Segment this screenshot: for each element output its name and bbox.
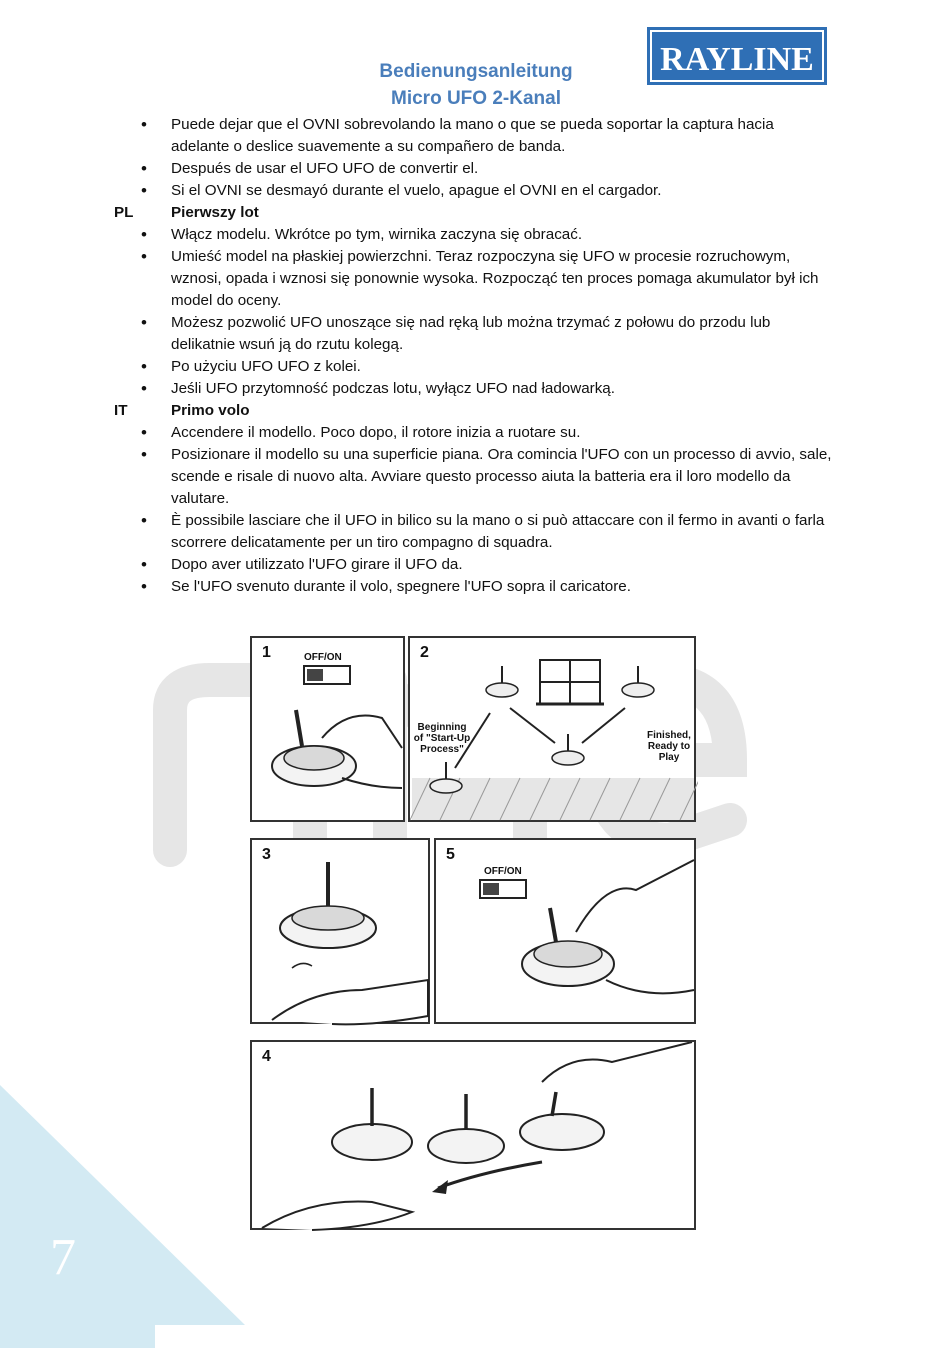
list-item: • Włącz modelu. Wkrótce po tym, wirnika zaczyna się obracać.: [114, 224, 834, 246]
panel-number: 3: [262, 846, 271, 863]
illustration-panel-4: [250, 1040, 696, 1230]
page-number: 7: [50, 1229, 76, 1286]
language-code: PL: [114, 204, 134, 221]
language-code: IT: [114, 402, 128, 419]
section-title: Primo volo: [171, 402, 250, 419]
document-title: [300, 58, 652, 112]
list-item: • Po użyciu UFO UFO z kolei.: [114, 356, 834, 378]
list-item: • Posizionare il modello su una superficie piana. Ora comincia l'UFO con un processo di avvio, sale, scende e risale di nuovo alta. Avviare questo processo aiuta la batteria era il loro modello da valutare.: [114, 444, 834, 510]
list-item: • Możesz pozwolić UFO unoszące się nad ręką lub można trzymać z połowu do przodu lub delikatnie wsuń ją do rzutu kolegą.: [114, 312, 834, 356]
list-item: • Accendere il modello. Poco dopo, il rotore inizia a ruotare su.: [114, 422, 834, 444]
list-item: • Umieść model na płaskiej powierzchni. Teraz rozpoczyna się UFO w procesie rozruchowym, wznosi, opada i wznosi się ponownie wysoka. Rozpocząć ten proces pomaga akumulator był ich model do oceny.: [114, 246, 834, 312]
section-heading-it: [114, 400, 834, 422]
ufo-pass-to-teammate-drawing: [252, 1042, 698, 1232]
section-heading-pl: [114, 202, 834, 224]
panel-number: 5: [446, 846, 455, 863]
list-item: • Después de usar el UFO UFO de convertir el.: [114, 158, 834, 180]
illustration-panel-3: [250, 838, 430, 1024]
section-title: Pierwszy lot: [171, 204, 259, 221]
title-line-2: Micro UFO 2-Kanal: [391, 88, 561, 109]
list-item: • Se l'UFO svenuto durante il volo, spegnere l'UFO sopra il caricatore.: [114, 576, 834, 598]
ufo-hover-over-hand-drawing: [252, 840, 432, 1026]
list-item: • Puede dejar que el OVNI sobrevolando la mano o que se pueda soportar la captura hacia adelante o deslice suavemente a su compañero de banda.: [114, 114, 834, 158]
list-item: • Si el OVNI se desmayó durante el vuelo, apague el OVNI en el cargador.: [114, 180, 834, 202]
list-item: • Jeśli UFO przytomność podczas lotu, wyłącz UFO nad ładowarką.: [114, 378, 834, 400]
switch-label: OFF/ON: [484, 866, 522, 877]
panel-number: 4: [262, 1048, 271, 1065]
logo-text: RAYLINE: [660, 41, 814, 78]
panel-number: 2: [420, 644, 429, 661]
startup-finished-label: Finished, Ready to Play: [647, 730, 691, 763]
instruction-illustration: [248, 634, 696, 1230]
instructions-content: [114, 114, 834, 598]
title-line-1: Bedienungsanleitung: [379, 61, 573, 82]
ufo-switch-on-drawing: [252, 638, 407, 824]
startup-begin-label: Beginning of "Start-Up Process": [413, 722, 471, 755]
illustration-panel-2: [408, 636, 696, 822]
rayline-logo: [646, 26, 828, 86]
illustration-panel-1: [250, 636, 405, 822]
illustration-panel-5: [434, 838, 696, 1024]
switch-label: OFF/ON: [304, 652, 342, 663]
ufo-switch-off-drawing: [436, 840, 698, 1026]
panel-number: 1: [262, 644, 271, 661]
list-item: • Dopo aver utilizzato l'UFO girare il UFO da.: [114, 554, 834, 576]
list-item: • È possibile lasciare che il UFO in bilico su la mano o si può attaccare con il fermo in avanti o farla scorrere delicatamente per un tiro compagno di squadra.: [114, 510, 834, 554]
